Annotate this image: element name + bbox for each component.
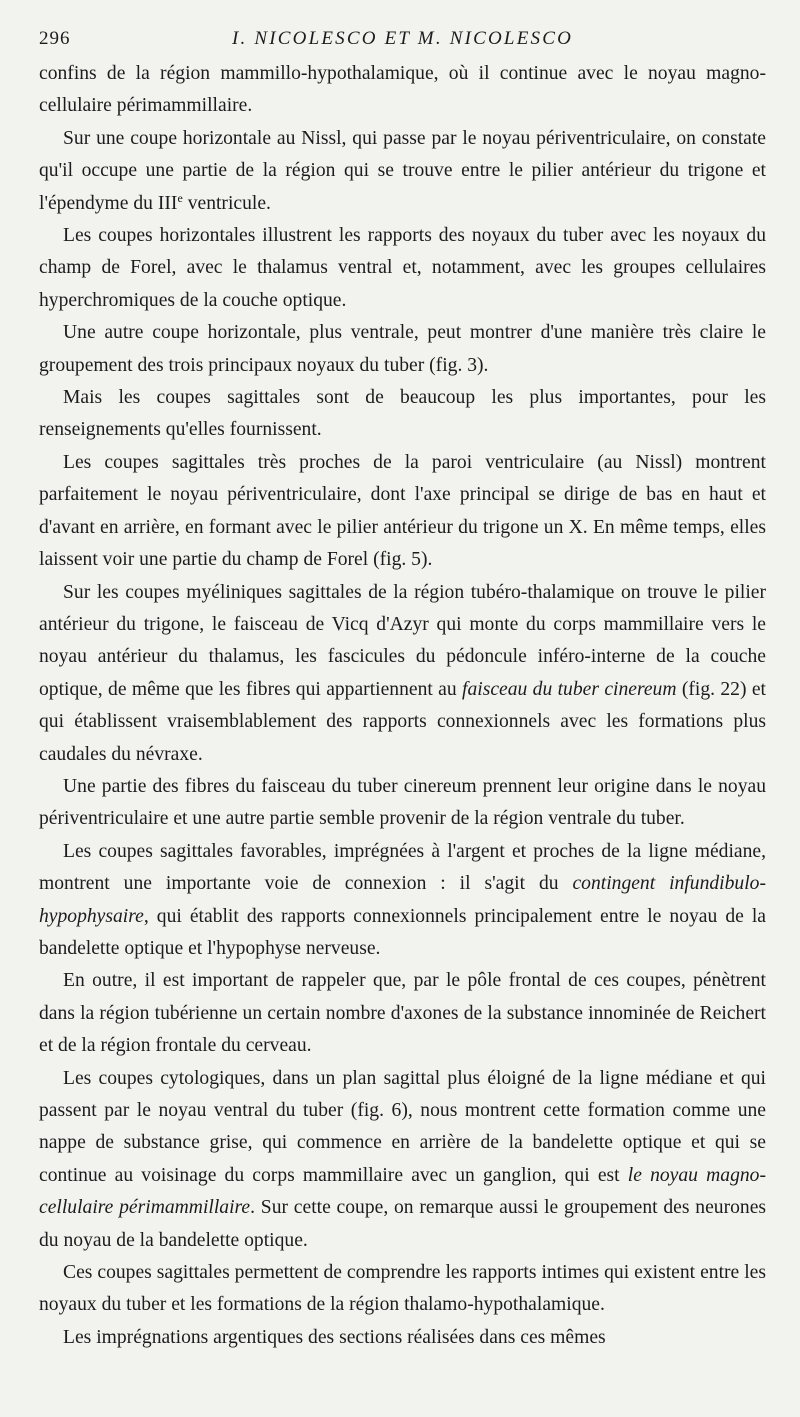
running-header — [39, 24, 766, 58]
paragraph — [39, 1063, 766, 1257]
italic-term: faisceau du tuber cinereum — [462, 678, 677, 700]
paragraph: Mais les coupes sagittales sont de beaucoup les plus importantes, pour les renseignements qu'elles fournissent. — [39, 387, 766, 441]
italic-term: le noyau magno-cellulaire périmammillaire — [39, 1164, 766, 1219]
paragraph-text: Sur une coupe horizontale au Nissl, qui passe par le noyau périventriculaire, on constate qu'il occupe une partie de la région qui se trouve entre le pilier antérieur du trigone et l'épendyme du III — [39, 127, 766, 214]
paragraph — [39, 577, 766, 771]
paragraph-text: (fig. 22) et qui établissent vraisemblablement des rapports connexionnels avec les formations plus caudales du névraxe. — [39, 678, 766, 765]
page-number: 296 — [39, 28, 71, 49]
italic-term: contingent infundibulo-hypophysaire — [39, 873, 766, 927]
superscript: e — [177, 190, 183, 205]
book-page — [39, 24, 766, 1354]
paragraph: Les coupes horizontales illustrent les rapports des noyaux du tuber avec les noyaux du champ de Forel, avec le thalamus ventral et, notamment, avec les groupes cellulaires hyperchromiques de la couche optique. — [39, 225, 766, 311]
paragraph-text: , qui établit des rapports connexionnels principalement entre le noyau de la bandelette optique et l'hypophyse nerveuse. — [39, 905, 766, 959]
body-text — [39, 58, 766, 1354]
paragraph-text: . Sur cette coupe, on remarque aussi le groupement des neurones du noyau de la bandelette optique. — [39, 1197, 767, 1251]
paragraph: confins de la région mammillo-hypothalamique, où il continue avec le noyau magno-cellulaire périmammillaire. — [39, 63, 766, 117]
paragraph-text: ventricule. — [182, 192, 271, 214]
paragraph-text: Les coupes sagittales favorables, imprégnées à l'argent et proches de la ligne médiane, montrent une importante voie de connexion : il s'agit du — [39, 840, 766, 895]
paragraph: Les imprégnations argentiques des sections réalisées dans ces mêmes — [63, 1326, 606, 1348]
paragraph-text: Les coupes cytologiques, dans un plan sagittal plus éloigné de la ligne médiane et qui passent par le noyau ventral du tuber (fig. 6), nous montrent cette formation comme une nappe de substance grise, qui commence en arrière de la bandelette optique et qui se continue au voisinage du corps mammillaire avec un ganglion, qui est — [39, 1067, 766, 1186]
paragraph — [39, 836, 766, 966]
paragraph: Ces coupes sagittales permettent de comprendre les rapports intimes qui existent entre les noyaux du tuber et les formations de la région thalamo-hypothalamique. — [39, 1262, 766, 1316]
paragraph-text: Sur les coupes myéliniques sagittales de la région tubéro-thalamique on trouve le pilier antérieur du trigone, le faisceau de Vicq d'Azyr qui monte du corps mammillaire vers le noyau antérieur du thalamus, les fascicules du pédoncule inféro-interne de la couche optique, de même que les fibres qui appartiennent au — [39, 581, 766, 700]
paragraph: En outre, il est important de rappeler que, par le pôle frontal de ces coupes, pénètrent dans la région tubérienne un certain nombre d'axones de la substance innominée de Reichert et de la région frontale du cerveau. — [39, 970, 766, 1057]
paragraph: Une autre coupe horizontale, plus ventrale, peut montrer d'une manière très claire le groupement des trois principaux noyaux du tuber (fig. 3). — [39, 322, 766, 376]
paragraph: Une partie des fibres du faisceau du tuber cinereum prennent leur origine dans le noyau périventriculaire et une autre partie semble provenir de la région ventrale du tuber. — [39, 775, 766, 830]
paragraph — [39, 123, 766, 220]
paragraph: Les coupes sagittales très proches de la paroi ventriculaire (au Nissl) montrent parfaitement le noyau périventriculaire, dont l'axe principal se dirige de bas en haut et d'avant en arrière, en formant avec le pilier antérieur du trigone un X. En même temps, elles laissent voir une partie du champ de Forel (fig. 5). — [39, 451, 766, 571]
running-title: I. NICOLESCO ET M. NICOLESCO — [231, 28, 573, 49]
